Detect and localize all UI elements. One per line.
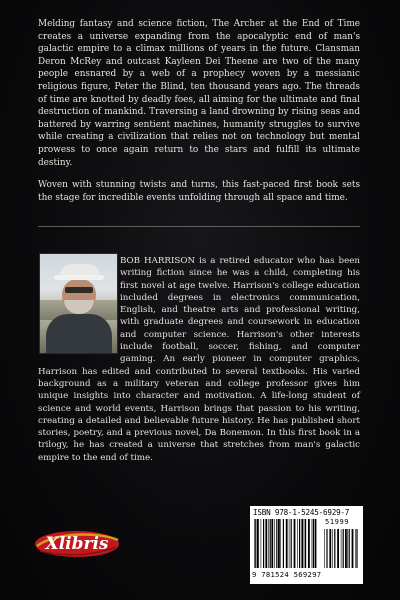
barcode-bar [332, 529, 333, 568]
author-bio-text: BOB HARRISON is a retired educator who has been writing fiction since he was a child, completing his first novel at age twelve. Harrison's college education included degrees in electronics communication, English, and theatre arts and professional writing, with graduate degrees and coursework in education and computer science. Harrison's other interests include football, soccer, fishing, and computer gaming. An early pioneer in computer graphics, Harrison has edited and contributed to several textbooks. His varied background as a military veteran and college professor gives him unique insights into character and motivation. A life-long student of science and world events, Harrison brings that passion to his writing, creating a detailed and believable future history. He has published short stories, poetry, and a previous novel, Da Bonemon. In this first book in a trilogy, he has created a universe that stretches from man's galactic empire to the end of time. [38, 256, 360, 463]
barcode-bar [329, 529, 331, 568]
barcode-bar [304, 519, 305, 568]
barcode-bar [280, 519, 281, 568]
barcode-bar [270, 519, 271, 568]
barcode-bar [355, 529, 356, 568]
barcode-bar [268, 519, 269, 568]
barcode-bar [278, 519, 280, 568]
barcode-bar [324, 529, 325, 568]
book-blurb [38, 18, 360, 214]
publisher-logo [34, 529, 120, 559]
barcode-bar [343, 529, 344, 568]
barcode-bar [291, 519, 292, 568]
publisher-name: Xlibris [45, 534, 109, 554]
section-divider [38, 226, 360, 227]
barcode-bar [261, 519, 262, 568]
barcode-bar [274, 519, 275, 568]
barcode-bar [257, 519, 259, 568]
barcode-bar [313, 519, 314, 568]
blurb-paragraph-2: Woven with stunning twists and turns, this fast-paced first book sets the stage for incredible events unfolding through all space and time. [38, 180, 360, 203]
barcode-bar [254, 519, 255, 568]
barcode-bar [283, 519, 284, 568]
barcode-bar [349, 529, 350, 568]
barcode-bar [315, 519, 317, 568]
barcode-digits: 9 781524 569297 [252, 570, 322, 579]
author-bio [38, 255, 360, 464]
barcode-bar [265, 519, 267, 568]
barcode-bar [312, 519, 313, 568]
barcode-bar [326, 529, 327, 568]
price-code: 51999 [325, 518, 350, 526]
blurb-paragraph-1: Melding fantasy and science fiction, The Archer at the End of Time creates a universe expanding from the apocalyptic end of man's galactic empire to a climax millions of years in the future. Clansman Deron McRey and outcast Kayleen Dei Theene are two of the many people ensnared by a web of a prophecy woven by a messianic religious figure, Peter the Blind, ten thousand years ago. The threads of time are knotted by deadly foes, all aiming for the ultimate and final destruction of mankind. Traversing a land drowning by rising seas and battered by warring sentient machines, humanity struggles to survive while creating a civilization that relies not on technology but mental prowess to once again return to the stars and fulfill its ultimate destiny. [38, 19, 360, 168]
barcode-bar [294, 519, 296, 568]
barcode-bar [263, 519, 264, 568]
barcode-bar [289, 519, 290, 568]
barcode-bar [334, 529, 335, 568]
barcode-bar [299, 519, 300, 568]
barcode-bar [356, 529, 357, 568]
isbn-barcode [250, 506, 363, 584]
barcode-bar [341, 529, 342, 568]
barcode-bar [337, 529, 339, 568]
barcode-bar [345, 529, 347, 568]
barcode-bar [297, 519, 298, 568]
barcode-bar [276, 519, 277, 568]
barcode-bar [352, 529, 354, 568]
price-barcode-bars [324, 529, 359, 568]
ean-barcode-bars [254, 519, 318, 568]
barcode-bar [305, 519, 306, 568]
barcode-bar [286, 519, 288, 568]
barcode-bar [255, 519, 256, 568]
barcode-bar [271, 519, 273, 568]
barcode-bar [301, 519, 303, 568]
barcode-bar [347, 529, 348, 568]
isbn-label: ISBN 978-1-5245-6929-7 [253, 508, 350, 517]
barcode-bar [308, 519, 310, 568]
